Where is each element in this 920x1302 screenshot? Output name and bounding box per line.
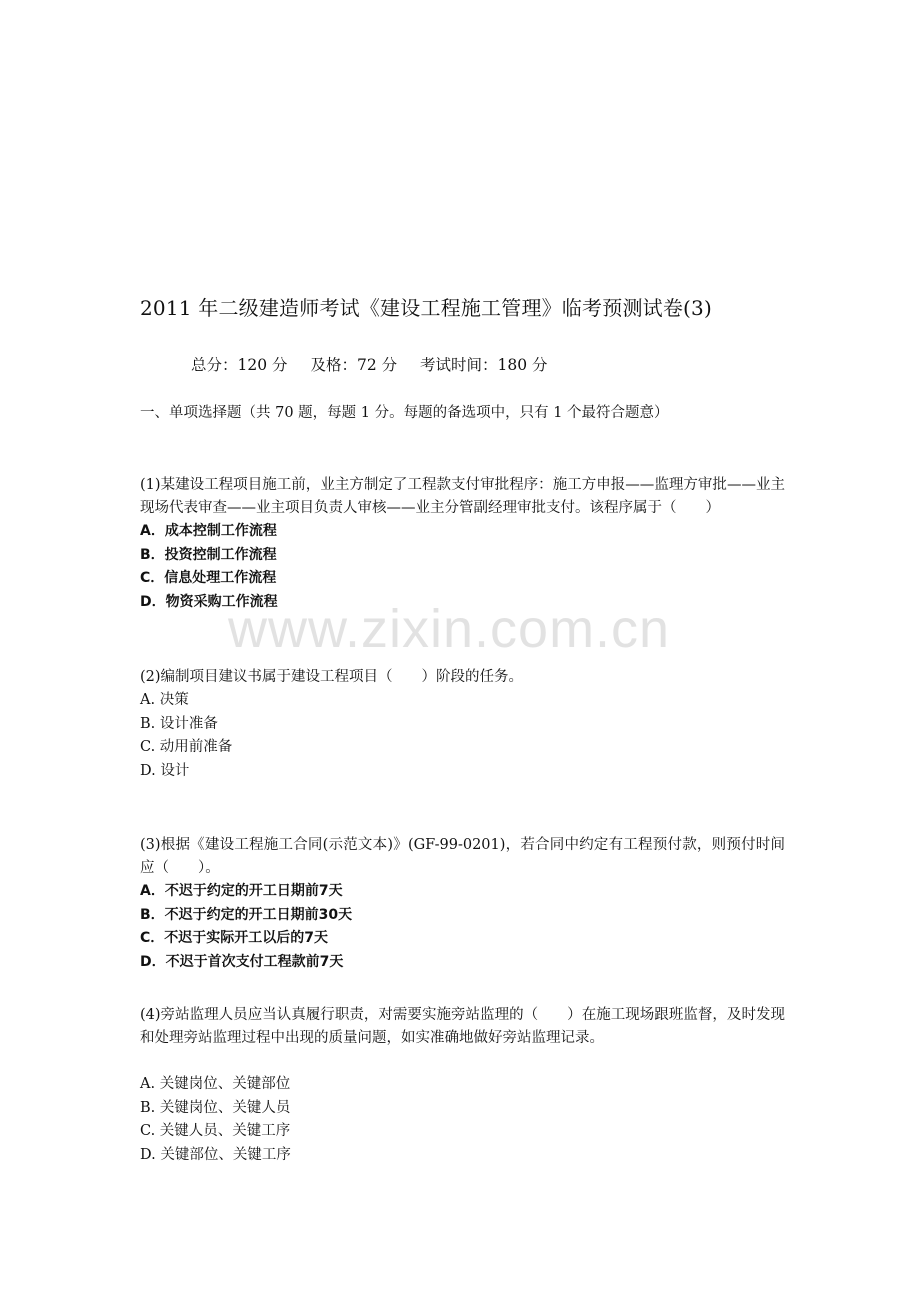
option-a: A. 决策 [140,692,189,708]
question-stem: (3)根据《建设工程施工合同(示范文本)》(GF-99-0201)，若合同中约定有工程预付款，则预付时间应（ ）。 [140,837,785,876]
option-d: D．不迟于首次支付工程款前7天 [140,953,344,970]
section-heading: 一、单项选择题（共 70 题，每题 1 分。每题的备选项中，只有 1 个最符合题意） [140,405,669,421]
question-3 [140,834,785,974]
total-score: 总分：120 分 [191,356,288,374]
option-a: A．不迟于约定的开工日期前7天 [140,883,343,899]
option-b: B．投资控制工作流程 [140,546,277,563]
option-c: C. 动用前准备 [140,739,233,755]
option-b: B. 设计准备 [140,715,218,732]
option-b: B．不迟于约定的开工日期前30天 [140,906,353,923]
option-a: A. 关键岗位、关键部位 [140,1076,291,1092]
question-4 [140,1004,785,1167]
question-2 [140,666,785,783]
exam-meta [191,353,566,375]
option-d: D. 关键部位、关键工序 [140,1146,291,1163]
question-1 [140,474,785,614]
document-title: 2011 年二级建造师考试《建设工程施工管理》临考预测试卷(3) [140,296,712,320]
option-c: C．不迟于实际开工以后的7天 [140,930,329,946]
exam-time: 考试时间：180 分 [420,356,548,374]
question-stem: (1)某建设工程项目施工前，业主方制定了工程款支付审批程序：施工方申报——监理方审批——业主现场代表审查——业主项目负责人审核——业主分管副经理审批支付。该程序属于（ ） [140,477,785,516]
option-c: C. 关键人员、关键工序 [140,1123,291,1139]
question-stem: (4)旁站监理人员应当认真履行职责，对需要实施旁站监理的（ ）在施工现场跟班监督，及时发现和处理旁站监理过程中出现的质量问题，如实准确地做好旁站监理记录。 [140,1007,785,1046]
option-a: A．成本控制工作流程 [140,523,277,539]
option-d: D．物资采购工作流程 [140,593,278,610]
option-b: B. 关键岗位、关键人员 [140,1099,291,1116]
option-c: C．信息处理工作流程 [140,570,277,586]
question-stem: (2)编制项目建议书属于建设工程项目（ ）阶段的任务。 [140,669,524,685]
option-d: D. 设计 [140,762,190,779]
pass-score: 及格：72 分 [310,356,398,374]
watermark: www.zixin.com.cn [228,599,671,659]
